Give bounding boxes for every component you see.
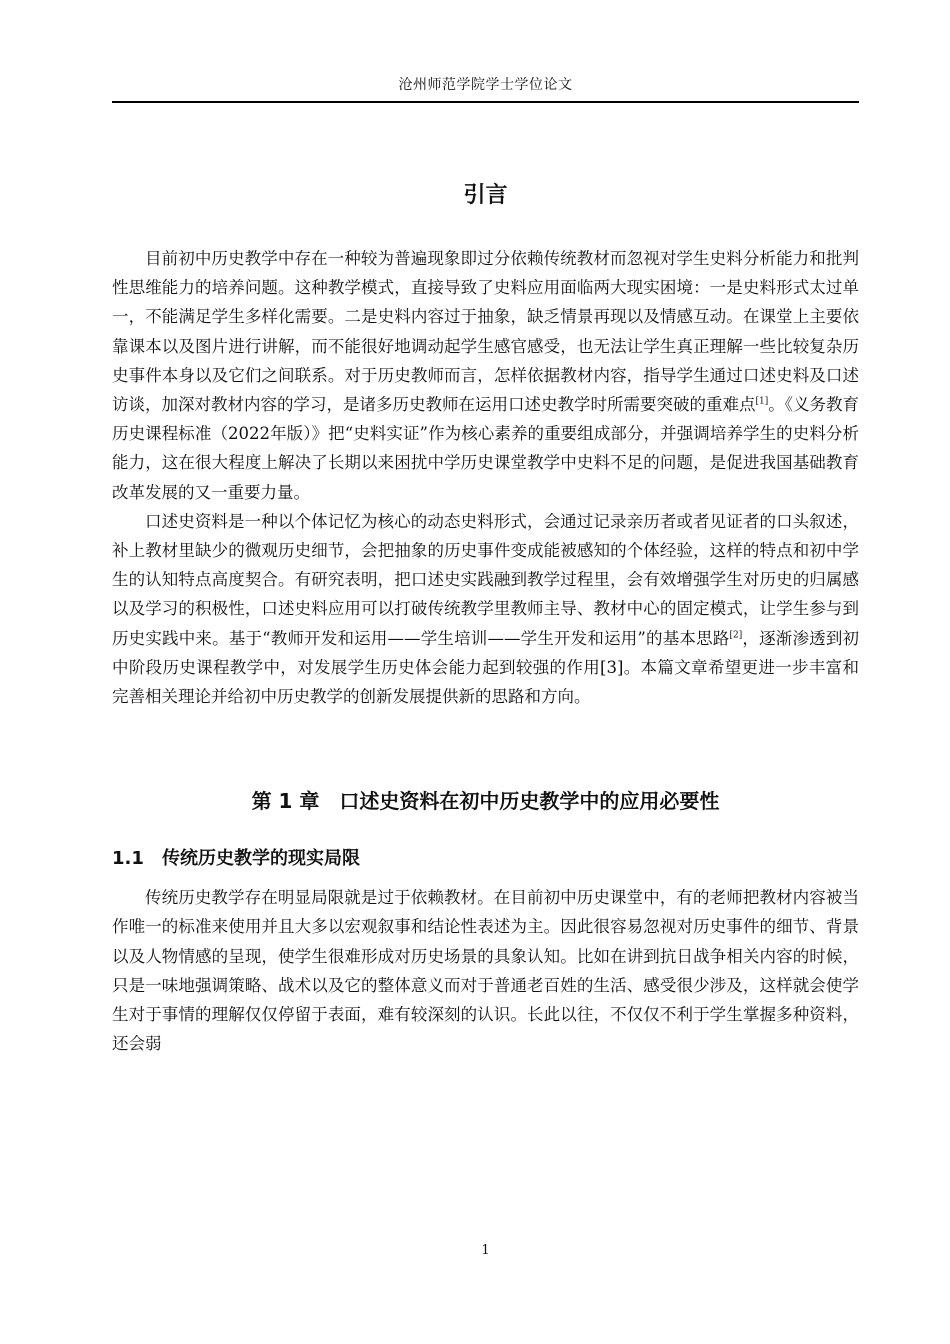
page-body (112, 172, 859, 1058)
intro-paragraph-2-text-b: ，逐渐渗透到初中阶段历史课程教学中，对发展学生历史体会能力起到较强的作用[3]。本篇文章希望更进一步丰富和完善相关理论并给初中历史教学的创新发展提供新的思路和方向。 (112, 628, 860, 707)
intro-paragraph-1 (112, 244, 859, 507)
intro-paragraph-1-text-b: 。《义务教育历史课程标准（2022年版）》把“史料实证”作为核心素养的重要组成部分，并强调培养学生的史料分析能力，这在很大程度上解决了长期以来困扰中学历史课堂教学中史料不足的问题，是促进我国基础教育改革发展的又一重要力量。 (112, 395, 859, 502)
intro-heading: 引言 (463, 183, 508, 208)
page-number: 1 (481, 1243, 490, 1258)
citation-1: [1] (755, 396, 769, 407)
section-title-text: 传统历史教学的现实局限 (162, 848, 360, 870)
citation-2: [2] (729, 630, 743, 641)
intro-paragraph-1-text-a: 目前初中历史教学中存在一种较为普遍现象即过分依赖传统教材而忽视对学生史料分析能力和批判性思维能力的培养问题。这种教学模式，直接导致了史料应用面临两大现实困境：一是史料形式太过单一，不能满足学生多样化需要。二是史料内容过于抽象，缺乏情景再现以及情感互动。在课堂上主要依靠课本以及图片进行讲解，而不能很好地调动起学生感官感受，也无法让学生真正理解一些比较复杂历史事件本身以及它们之间联系。对于历史教师而言，怎样依据教材内容，指导学生通过口述史料及口述访谈，加深对教材内容的学习，是诸多历史教师在运用口述史教学时所需要突破的重难点 (112, 249, 859, 415)
section-1-1-heading (112, 841, 859, 877)
section-1-1-paragraph: 传统历史教学存在明显局限就是过于依赖教材。在目前初中历史课堂中，有的老师把教材内容被当作唯一的标准来使用并且大多以宏观叙事和结论性表述为主。因此很容易忽视对历史事件的细节、背景以及人物情感的呈现，使学生很难形成对历史场景的具象认知。比如在讲到抗日战争相关内容的时候，只是一味地强调策略、战术以及它的整体意义而对于普通老百姓的生活、感受很少涉及，这样就会使学生对于事情的理解仅仅停留于表面，难有较深刻的认识。长此以往，不仅仅不利于学生掌握多种资料，还会弱 (112, 888, 859, 1054)
section-number: 1.1 (112, 848, 144, 870)
intro-paragraph-2-text-a: 口述史资料是一种以个体记忆为核心的动态史料形式，会通过记录亲历者或者见证者的口头叙述，补上教材里缺少的微观历史细节，会把抽象的历史事件变成能被感知的个体经验，这样的特点和初中学生的认知特点高度契合。有研究表明，把口述史实践融到教学过程里，会有效增强学生对历史的归属感以及学习的积极性，口述史料应用可以打破传统教学里教师主导、教材中心的固定模式，让学生参与到历史实践中来。基于“教师开发和运用——学生培训——学生开发和运用”的基本思路 (112, 511, 859, 648)
intro-paragraph-2 (112, 507, 859, 711)
running-header: 沧州师范学院学士学位论文 (398, 77, 573, 93)
chapter-1-heading: 第 1 章 口述史资料在初中历史教学中的应用必要性 (251, 789, 720, 814)
header-rule (112, 101, 859, 103)
